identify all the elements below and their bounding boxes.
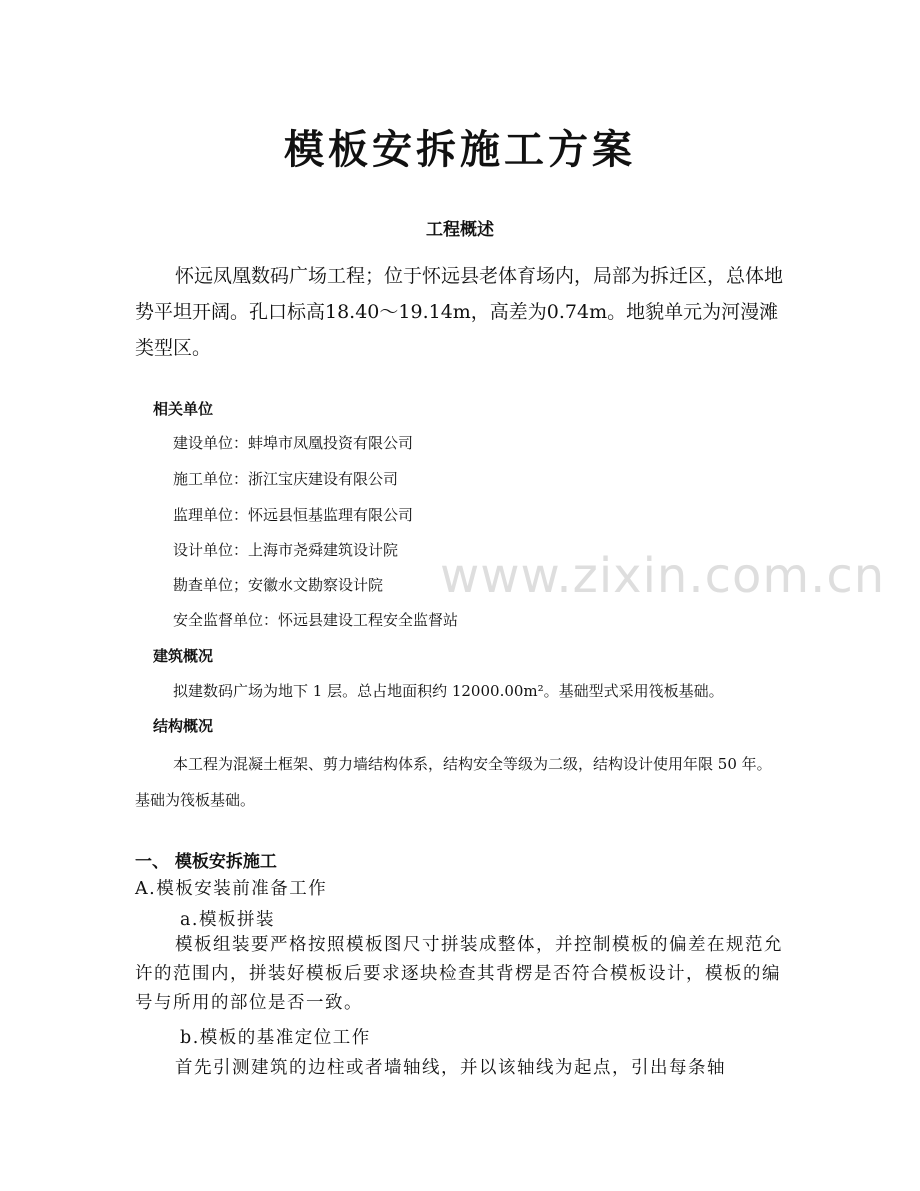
building-heading: 建筑概况 xyxy=(153,647,214,665)
unit-item: 建设单位：蚌埠市凤凰投资有限公司 xyxy=(173,434,414,452)
units-heading: 相关单位 xyxy=(153,400,214,418)
overview-paragraph: 怀远凤凰数码广场工程；位于怀远县老体育场内，局部为拆迁区，总体地势平坦开阔。孔口标高18.40～19.14m，高差为0.74m。地貌单元为河漫滩类型区。 xyxy=(135,265,784,359)
building-text: 拟建数码广场为地下 1 层。总占地面积约 12000.00m²。基础型式采用筏板基础。 xyxy=(173,682,724,700)
unit-item: 安全监督单位：怀远县建设工程安全监督站 xyxy=(173,611,459,629)
section-1-heading: 一、 模板安拆施工 xyxy=(135,852,277,872)
paragraph-b: 首先引测建筑的边柱或者墙轴线，并以该轴线为起点，引出每条轴 xyxy=(175,1058,726,1078)
structure-heading: 结构概况 xyxy=(153,717,214,735)
section-a-heading: A.模板安装前准备工作 xyxy=(135,879,328,899)
paragraph-a: 模板组装要严格按照模板图尺寸拼装成整体，并控制模板的偏差在规范允许的范围内，拼装好模板后要求逐块检查其背楞是否符合模板设计，模板的编号与所用的部位是否一致。 xyxy=(135,935,783,1013)
document-title: 模板安拆施工方案 xyxy=(284,126,636,173)
unit-item: 勘查单位；安徽水文勘察设计院 xyxy=(173,576,384,594)
watermark: www.zixin.com.cn xyxy=(440,548,886,604)
overview-heading: 工程概述 xyxy=(426,220,494,240)
structure-text: 本工程为混凝土框架、剪力墙结构体系，结构安全等级为二级，结构设计使用年限 50 年。基础为筏板基础。 xyxy=(135,755,772,809)
sub-a-heading: a.模板拼装 xyxy=(180,910,275,930)
unit-item: 设计单位：上海市尧舜建筑设计院 xyxy=(173,541,399,559)
sub-b-heading: b.模板的基准定位工作 xyxy=(180,1028,371,1048)
unit-item: 监理单位：怀远县恒基监理有限公司 xyxy=(173,506,414,524)
unit-item: 施工单位：浙江宝庆建设有限公司 xyxy=(173,470,399,488)
